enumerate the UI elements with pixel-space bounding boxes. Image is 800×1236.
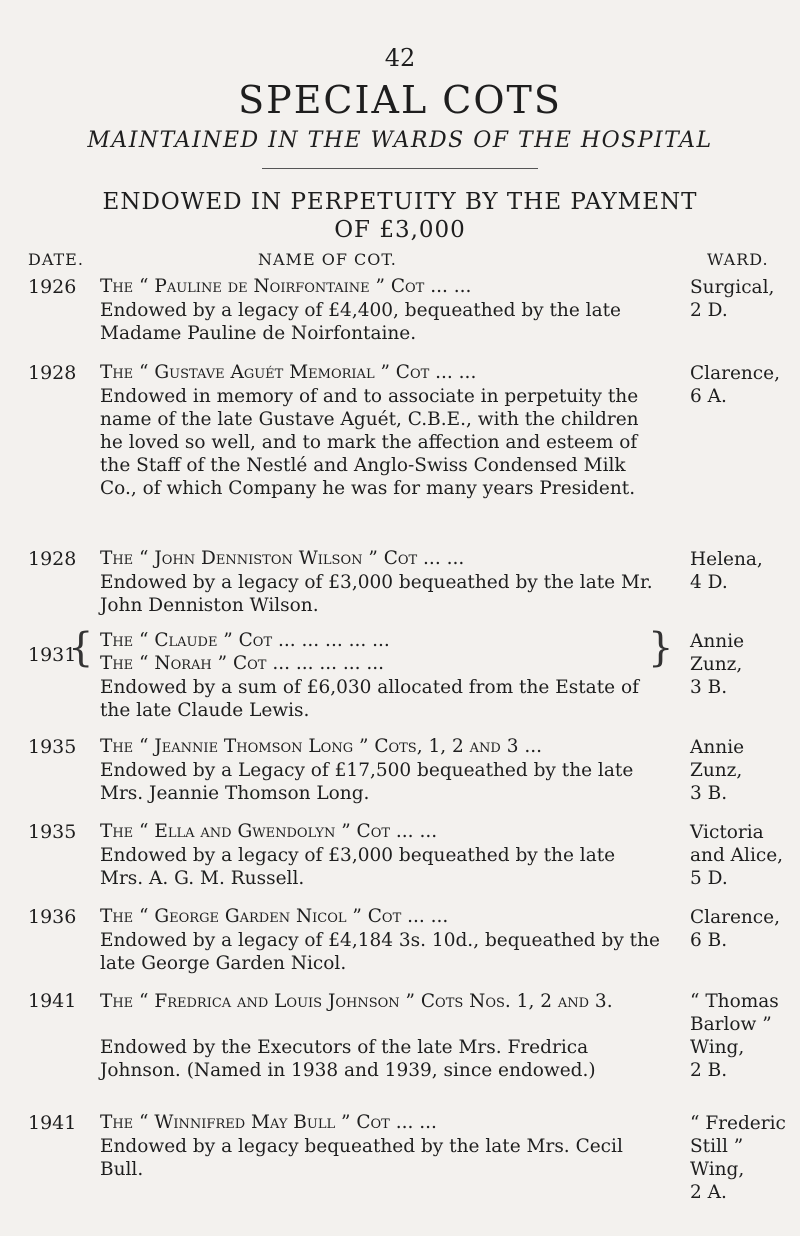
entry-cot-name: The “ John Denniston Wilson ” Cot ... ... [100, 548, 465, 569]
entry-year: 1941 [28, 990, 77, 1012]
entry-year: 1928 [28, 362, 77, 384]
column-header-name: NAME OF COT. [258, 250, 397, 269]
entry-description: Endowed by a legacy of £3,000 bequeathed by the late Mrs. A. G. M. Russell. [100, 845, 616, 889]
entry-ward [690, 821, 800, 890]
entry-year: 1928 [28, 548, 77, 570]
ward-line: Wing, [690, 1037, 745, 1058]
entry-cot-name: The “ Gustave Aguét Memorial ” Cot ... ... [100, 362, 477, 383]
ward-line: 4 D. [690, 572, 728, 593]
column-header-date: DATE. [28, 250, 84, 269]
entry-cot-name-text: The “ Fredrica and Louis Johnson ” Cots Nos. 1, 2 and 3. [100, 991, 613, 1012]
ward-line: and Alice, [690, 845, 784, 866]
entry-year: 1936 [28, 906, 77, 928]
ward-line: 2 A. [690, 1182, 727, 1203]
entry-year: 1935 [28, 821, 77, 843]
ward-line: “ Thomas [690, 991, 779, 1012]
page-title: SPECIAL COTS [238, 78, 562, 122]
entry-ward [690, 362, 800, 408]
left-brace: { [68, 625, 94, 671]
entry-description: Endowed by a legacy bequeathed by the late Mrs. Cecil Bull. [100, 1136, 623, 1180]
entry-year: 1941 [28, 1112, 77, 1134]
entry-ward [690, 548, 800, 594]
ward-line: 2 B. [690, 1060, 728, 1081]
right-brace: } [648, 625, 674, 671]
ward-line: Barlow ” [690, 1014, 772, 1035]
entry-description: Endowed by the Executors of the late Mrs. Fredrica Johnson. (Named in 1938 and 1939, since endowed.) [100, 1037, 596, 1081]
entry-cot-name: The “ Jeannie Thomson Long ” Cots, 1, 2 and 3 ... [100, 736, 543, 757]
ward-line: Annie [690, 631, 745, 652]
ward-line: 3 B. [690, 677, 728, 698]
endowment-line-2: OF £3,000 [334, 217, 466, 243]
ward-line: Zunz, [690, 654, 743, 675]
entry-ward [690, 990, 800, 1082]
entry-description: Endowed in memory of and to associate in perpetuity the name of the late Gustave Aguét, C.B.E., with the children he loved so well, and to mark the affection and esteem of the Staff of the Nestlé and Anglo-Swiss Condensed Milk Co., of which Company he was for many years President. [100, 386, 639, 499]
divider [262, 168, 538, 169]
entry-ward [690, 906, 800, 952]
ward-line: “ Frederic [690, 1113, 786, 1134]
entry-cot-name [100, 990, 660, 1013]
entry-year: 1926 [28, 276, 77, 298]
ward-line: Zunz, [690, 760, 743, 781]
entry-cot-name: The “ Norah ” Cot ... ... ... ... ... [100, 653, 385, 674]
ward-line: Wing, [690, 1159, 745, 1180]
endowment-heading [0, 188, 800, 244]
entry-description: Endowed by a sum of £6,030 allocated from the Estate of the late Claude Lewis. [100, 677, 639, 721]
ward-line: Helena, [690, 549, 763, 570]
entry-ward [690, 276, 800, 322]
entry-cot-name: The “ Claude ” Cot ... ... ... ... ... [100, 630, 390, 651]
entry-ward [690, 736, 800, 805]
ward-line: Clarence, [690, 363, 780, 384]
entry-cot-name: The “ George Garden Nicol ” Cot ... ... [100, 906, 449, 927]
entry-description: Endowed by a Legacy of £17,500 bequeathed by the late Mrs. Jeannie Thomson Long. [100, 760, 634, 804]
entry-year: 1935 [28, 736, 77, 758]
ward-line: Clarence, [690, 907, 780, 928]
entry-year: 1931 [28, 644, 77, 666]
entry-cot-name: The “ Ella and Gwendolyn ” Cot ... ... [100, 821, 438, 842]
entry-cot-name: The “ Winnifred May Bull ” Cot ... ... [100, 1112, 437, 1133]
entry-description: Endowed by a legacy of £4,184 3s. 10d., bequeathed by the late George Garden Nicol. [100, 930, 660, 974]
ward-line: 5 D. [690, 868, 728, 889]
entry-ward [690, 1112, 800, 1204]
page-subtitle: MAINTAINED IN THE WARDS OF THE HOSPITAL [87, 128, 713, 153]
ward-line: 6 B. [690, 930, 728, 951]
page-number: 42 [384, 44, 416, 72]
entry-cot-name: The “ Pauline de Noirfontaine ” Cot ... ... [100, 276, 472, 297]
ward-line: Still ” [690, 1136, 744, 1157]
endowment-line-1: ENDOWED IN PERPETUITY BY THE PAYMENT [102, 189, 698, 215]
ward-line: Victoria [690, 822, 764, 843]
ward-line: Surgical, [690, 277, 775, 298]
ward-line: Annie [690, 737, 745, 758]
ward-line: 6 A. [690, 386, 727, 407]
ward-line: 2 D. [690, 300, 728, 321]
ward-line: 3 B. [690, 783, 728, 804]
entry-description: Endowed by a legacy of £4,400, bequeathed by the late Madame Pauline de Noirfontaine. [100, 300, 622, 344]
column-header-ward: WARD. [707, 250, 769, 269]
entry-ward [690, 630, 800, 699]
entry-description: Endowed by a legacy of £3,000 bequeathed by the late Mr. John Denniston Wilson. [100, 572, 653, 616]
